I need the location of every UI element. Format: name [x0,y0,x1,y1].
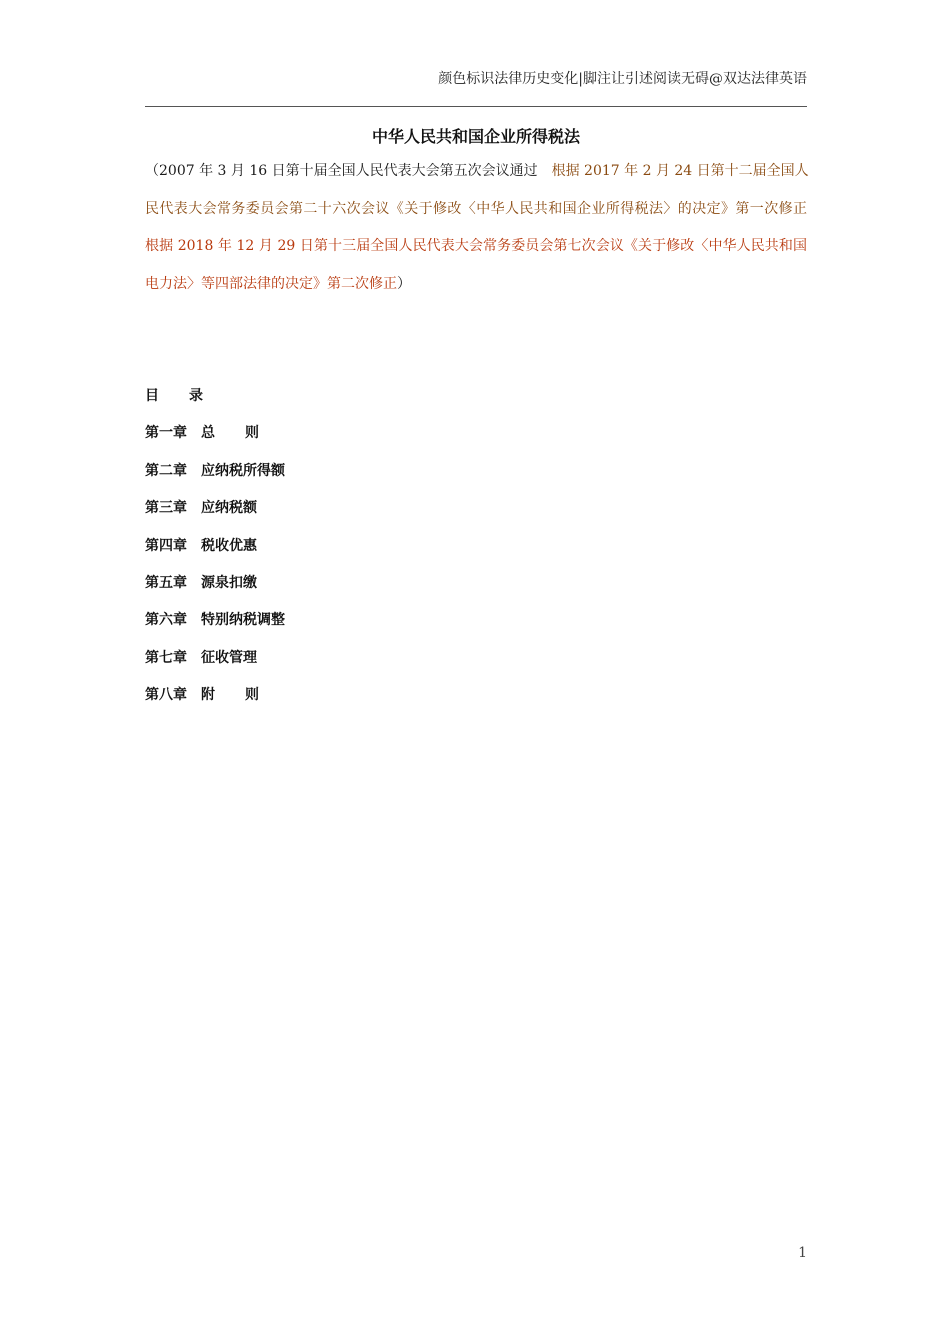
toc-heading-char-2: 录 [189,388,203,404]
chapter-number: 第二章 [145,462,187,479]
history-line-1 [145,156,807,194]
amendment-2017-note-cont: 民代表大会常务委员会第二十六次会议《关于修改〈中华人民共和国企业所得税法〉的决定》第一次修正 [145,200,807,217]
toc-heading [145,384,645,421]
chapter-number: 第四章 [145,537,187,554]
chapter-name: 特别纳税调整 [201,612,285,629]
history-line-3 [145,231,807,269]
chapter-name-char-2: 则 [245,687,259,704]
amendment-2017-note: 根据 2017 年 2 月 24 日第十二届全国人 [551,163,809,179]
chapter-name: 源泉扣缴 [201,574,257,591]
toc-item-chapter-3[interactable] [145,496,645,533]
toc-item-chapter-4[interactable] [145,534,645,571]
chapter-name-char-2: 则 [245,425,259,442]
chapter-number: 第五章 [145,574,187,591]
chapter-name-char-1: 附 [201,687,215,704]
history-line-2 [145,194,807,232]
amendment-2018-note-cont: 电力法〉等四部法律的决定》第二次修正 [145,275,397,292]
chapter-name: 应纳税所得额 [201,462,285,479]
chapter-number: 第一章 [145,425,187,442]
chapter-number: 第八章 [145,687,187,704]
document-title: 中华人民共和国企业所得税法 [371,127,580,146]
header-divider [145,106,807,107]
running-header: 颜色标识法律历史变化|脚注让引述阅读无碍@双达法律英语 [438,71,807,87]
amendment-2018-note: 根据 2018 年 12 月 29 日第十三届全国人民代表大会常务委员会第七次会议《关于修改〈中华人民共和国 [145,238,807,254]
chapter-name: 应纳税额 [201,500,257,517]
history-line-4 [145,269,807,307]
chapter-name: 征收管理 [201,649,257,666]
enactment-note: （2007 年 3 月 16 日第十届全国人民代表大会第五次会议通过 [145,163,552,179]
toc-item-chapter-6[interactable] [145,608,645,645]
table-of-contents [145,384,645,721]
chapter-name: 税收优惠 [201,537,257,554]
toc-item-chapter-5[interactable] [145,571,645,608]
legislative-history [145,156,807,306]
closing-paren: ） [397,275,411,292]
toc-item-chapter-8[interactable] [145,683,645,720]
chapter-number: 第七章 [145,649,187,666]
chapter-name-char-1: 总 [201,425,215,442]
page-number: 1 [798,1245,807,1261]
toc-item-chapter-7[interactable] [145,646,645,683]
toc-item-chapter-2[interactable] [145,459,645,496]
toc-item-chapter-1[interactable] [145,421,645,458]
chapter-number: 第三章 [145,500,187,517]
toc-heading-char-1: 目 [145,388,159,404]
chapter-number: 第六章 [145,612,187,629]
